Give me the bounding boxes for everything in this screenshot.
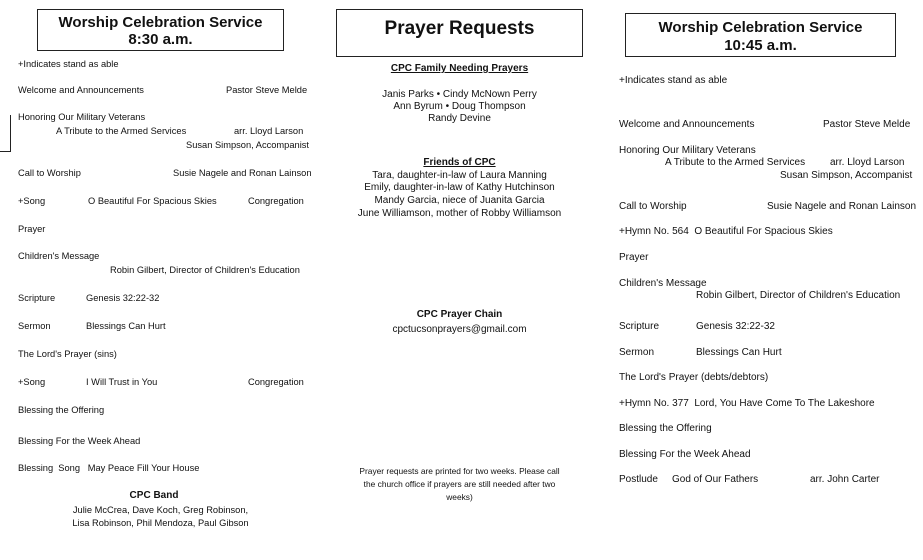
right-sermon-title: Blessings Can Hurt — [696, 347, 782, 358]
right-welcome: Welcome and Announcements — [619, 119, 755, 130]
left-tribute: A Tribute to the Armed Services — [56, 126, 187, 136]
family-heading: CPC Family Needing Prayers — [390, 63, 529, 74]
left-childrens: Children's Message — [18, 251, 100, 261]
right-call: Call to Worship — [619, 201, 687, 212]
left-stand-note: +Indicates stand as able — [18, 59, 119, 69]
right-prayer: Prayer — [619, 252, 649, 263]
left-blessing-song: Blessing Song May Peace Fill Your House — [18, 463, 200, 473]
friends-line1: Tara, daughter-in-law of Laura Manning — [372, 170, 547, 181]
right-accompanist: Susan Simpson, Accompanist — [780, 170, 913, 181]
right-scripture-label: Scripture — [619, 321, 660, 332]
right-childrens: Children's Message — [619, 278, 707, 289]
band-title: CPC Band — [129, 490, 179, 501]
right-postlude-title: God of Our Fathers — [672, 474, 759, 485]
left-offering: Blessing the Offering — [18, 405, 105, 415]
family-line2: Ann Byrum • Doug Thompson — [393, 101, 526, 112]
right-call-names: Susie Nagele and Ronan Lainson — [767, 201, 916, 212]
left-song1-who: Congregation — [248, 196, 304, 206]
right-honoring: Honoring Our Military Veterans — [619, 145, 756, 156]
right-welcome-name: Pastor Steve Melde — [823, 119, 911, 130]
right-postlude-arr: arr. John Carter — [810, 474, 880, 485]
note-line1: Prayer requests are printed for two weeks. Please call — [359, 466, 560, 476]
left-title-box — [37, 9, 284, 51]
right-lords-prayer: The Lord's Prayer (debts/debtors) — [619, 372, 769, 383]
prayer-title-box — [336, 9, 583, 57]
left-song2-title: I Will Trust in You — [86, 377, 158, 387]
right-scripture-ref: Genesis 32:22-32 — [696, 321, 775, 332]
prayer-title: Prayer Requests — [384, 18, 535, 39]
band-line1: Julie McCrea, Dave Koch, Greg Robinson, — [72, 505, 249, 515]
note-line3: weeks) — [446, 492, 473, 502]
chain-heading: CPC Prayer Chain — [416, 309, 503, 320]
left-honoring: Honoring Our Military Veterans — [18, 112, 146, 122]
friends-line4: June Williamson, mother of Robby Williamson — [357, 208, 562, 219]
note-line2: the church office if prayers are still needed after two — [363, 479, 556, 489]
left-song2-who: Congregation — [248, 377, 304, 387]
left-sermon-label: Sermon — [18, 321, 51, 331]
left-song2-label: +Song — [18, 377, 46, 387]
left-welcome-name: Pastor Steve Melde — [226, 85, 308, 95]
left-song1-label: +Song — [18, 196, 46, 206]
right-title-box — [625, 13, 896, 57]
friends-line3: Mandy Garcia, niece of Juanita Garcia — [374, 195, 545, 206]
left-lords-prayer: The Lord's Prayer (sins) — [18, 349, 117, 359]
right-tribute: A Tribute to the Armed Services — [665, 157, 806, 168]
family-line1: Janis Parks • Cindy McNown Perry — [382, 89, 537, 100]
left-prayer: Prayer — [18, 224, 46, 234]
right-hymn1: +Hymn No. 564 O Beautiful For Spacious Skies — [619, 226, 833, 237]
left-title-line2: 8:30 a.m. — [128, 31, 193, 48]
left-tribute-arr: arr. Lloyd Larson — [234, 126, 304, 136]
right-sermon-label: Sermon — [619, 347, 655, 358]
left-accompanist: Susan Simpson, Accompanist — [186, 140, 309, 150]
right-hymn2: +Hymn No. 377 Lord, You Have Come To The Lakeshore — [619, 398, 875, 409]
left-week: Blessing For the Week Ahead — [18, 436, 141, 446]
friends-line2: Emily, daughter-in-law of Kathy Hutchinson — [364, 182, 555, 193]
family-line3: Randy Devine — [428, 113, 491, 124]
right-childrens-name: Robin Gilbert, Director of Children's Education — [696, 290, 901, 301]
left-call-names: Susie Nagele and Ronan Lainson — [173, 168, 312, 178]
right-week: Blessing For the Week Ahead — [619, 449, 751, 460]
right-tribute-arr: arr. Lloyd Larson — [830, 157, 905, 168]
left-childrens-name: Robin Gilbert, Director of Children's Education — [110, 265, 300, 275]
friends-heading: Friends of CPC — [423, 157, 496, 168]
left-sermon-title: Blessings Can Hurt — [86, 321, 166, 331]
left-title-line1: Worship Celebration Service — [58, 14, 263, 31]
band-line2: Lisa Robinson, Phil Mendoza, Paul Gibson — [72, 518, 249, 528]
left-scripture-ref: Genesis 32:22-32 — [86, 293, 160, 303]
right-offering: Blessing the Offering — [619, 423, 712, 434]
right-stand-note: +Indicates stand as able — [619, 75, 728, 86]
margin-bracket — [0, 115, 11, 152]
left-call: Call to Worship — [18, 168, 81, 178]
right-title-line2: 10:45 a.m. — [724, 37, 797, 54]
right-title-line1: Worship Celebration Service — [658, 19, 863, 36]
right-postlude-label: Postlude — [619, 474, 658, 485]
left-scripture-label: Scripture — [18, 293, 56, 303]
left-welcome: Welcome and Announcements — [18, 85, 144, 95]
chain-email: cpctucsonprayers@gmail.com — [392, 324, 527, 335]
left-song1-title: O Beautiful For Spacious Skies — [88, 196, 217, 206]
